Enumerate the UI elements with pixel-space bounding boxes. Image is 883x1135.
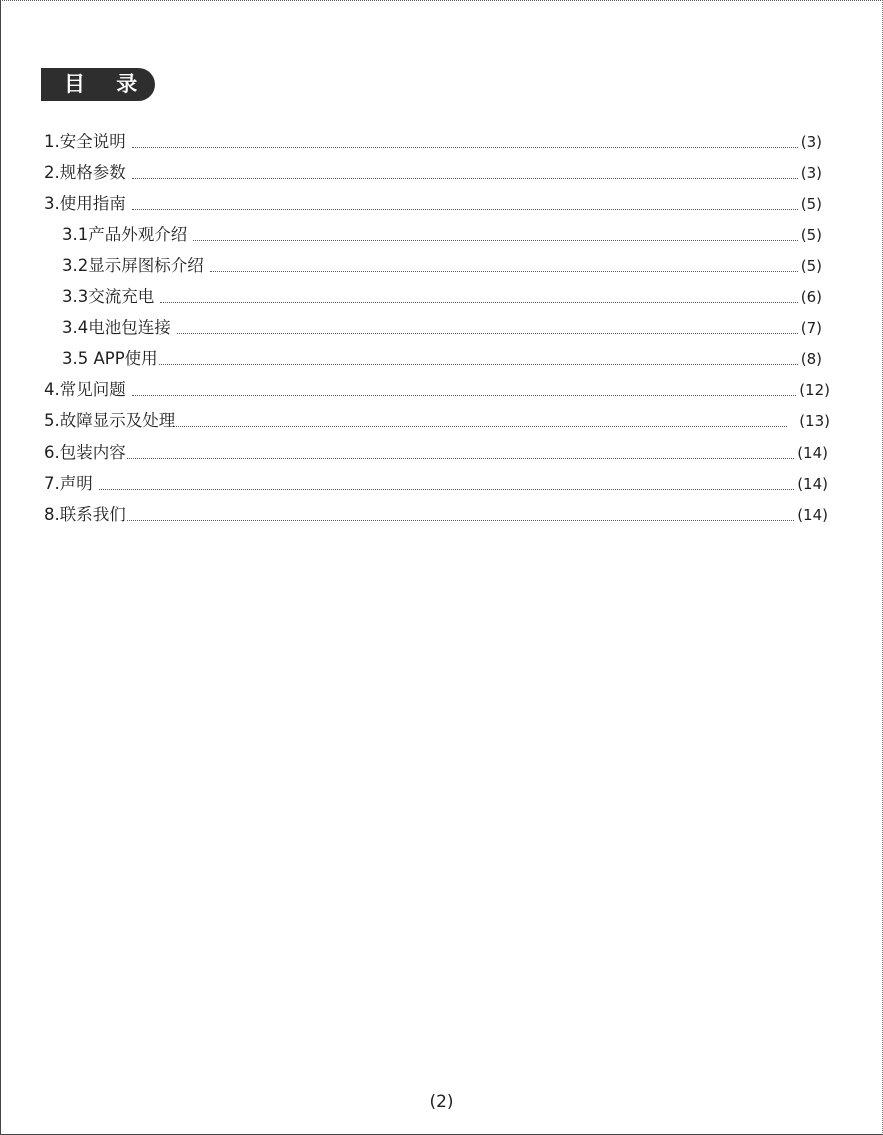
toc-entry-5[interactable] [44,409,830,433]
toc-entry-2[interactable] [44,161,822,185]
toc-entry-page: (14) [797,475,828,493]
toc-entry-page: (5) [800,195,822,213]
toc-entry-3[interactable] [44,192,822,216]
toc-entry-label: 6.包装内容 [44,443,126,462]
toc-title: 目 录 [41,68,155,101]
toc-entry-7[interactable] [44,472,828,496]
toc-dot-leader [177,332,798,334]
toc-entry-label: 5.故障显示及处理 [44,411,176,430]
toc-dot-leader [159,363,798,365]
toc-entry-page: (3) [800,164,822,182]
toc-entry-label: 3.使用指南 [44,194,126,213]
toc-entry-8[interactable] [44,503,828,527]
toc-entry-page: (12) [799,381,830,399]
toc-entry-page: (5) [800,226,822,244]
toc-entry-1[interactable] [44,130,822,154]
toc-dot-leader [160,301,798,303]
toc-entry-page: (8) [800,350,822,368]
toc-entry-page: (3) [800,133,822,151]
toc-dot-leader [176,425,787,427]
toc-entry-3-2[interactable] [62,254,822,278]
toc-dot-leader [99,488,794,490]
toc-dot-leader [127,457,794,459]
toc-entry-label: 2.规格参数 [44,163,126,182]
toc-entry-label: 3.5 APP使用 [62,349,158,368]
toc-entry-page: (5) [800,257,822,275]
toc-entry-page: (14) [797,444,828,462]
toc-entry-page: (7) [800,319,822,337]
toc-entry-3-5[interactable] [62,347,822,371]
toc-dot-leader [193,239,798,241]
toc-entry-3-4[interactable] [62,316,822,340]
toc-dot-leader [127,519,794,521]
toc-entry-3-3[interactable] [62,285,822,309]
toc-entry-label: 1.安全说明 [44,132,126,151]
toc-entry-page: (14) [797,506,828,524]
toc-dot-leader [132,208,798,210]
toc-entry-page: (13) [799,412,830,430]
toc-entry-label: 3.3交流充电 [62,287,155,306]
toc-entry-3-1[interactable] [62,223,822,247]
page-number: (2) [429,1092,454,1112]
toc-entry-label: 8.联系我们 [44,505,126,524]
toc-entry-label: 7.声明 [44,474,93,493]
toc-entry-label: 4.常见问题 [44,380,126,399]
toc-entry-page: (6) [800,288,822,306]
toc-entry-label: 3.4电池包连接 [62,318,171,337]
toc-dot-leader [132,146,798,148]
toc-entry-label: 3.1产品外观介绍 [62,225,188,244]
toc-entry-label: 3.2显示屏图标介绍 [62,256,204,275]
toc-dot-leader [132,394,796,396]
toc-dot-leader [210,270,798,272]
toc-entry-6[interactable] [44,441,828,465]
toc-entry-4[interactable] [44,378,830,402]
toc-dot-leader [132,177,798,179]
